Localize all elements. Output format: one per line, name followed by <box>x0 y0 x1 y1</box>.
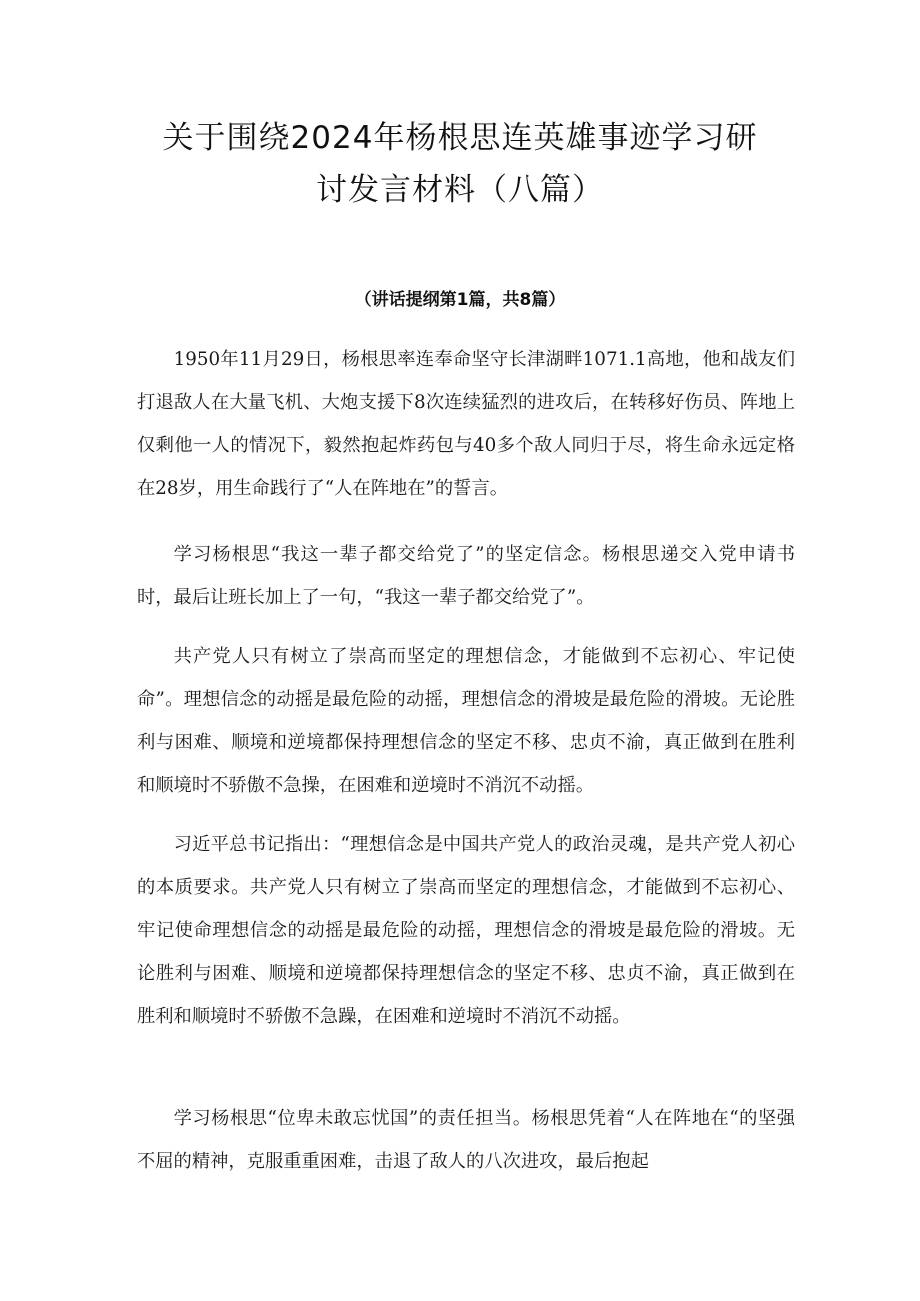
paragraph-3: 共产党人只有树立了崇高而坚定的理想信念，才能做到不忘初心、牢记使命”。理想信念的动摇是最危险的动摇，理想信念的滑坡是最危险的滑坡。无论胜利与困难、顺境和逆境都保持理想信念的坚定不移、忠贞不渝，真正做到在胜利和顺境时不骄傲不急操，在困难和逆境时不消沉不动摇。 <box>137 646 795 796</box>
paragraph-5: 学习杨根思“位卑未敢忘忧国”的责任担当。杨根思凭着“人在阵地在“的坚强不屈的精神，克服重重困难，击退了敌人的八次进攻，最后抱起 <box>137 1108 795 1172</box>
paragraph-1: 1950年11月29日，杨根思率连奉命坚守长津湖畔1071.1高地，他和战友们打退敌人在大量飞机、大炮支援下8次连续猛烈的进攻后，在转移好伤员、阵地上仅剩他一人的情况下，毅然抱起炸药包与40多个敌人同归于尽，将生命永远定格在28岁，用生命践行了“人在阵地在”的誓言。 <box>137 349 795 499</box>
paragraph-4: 习近平总书记指出：“理想信念是中国共产党人的政治灵魂，是共产党人初心的本质要求。共产党人只有树立了崇高而坚定的理想信念，才能做到不忘初心、牢记使命理想信念的动摇是最危险的动摇，理想信念的滑坡是最危险的滑坡。无论胜利与困难、顺境和逆境都保持理想信念的坚定不移、忠贞不渝，真正做到在胜利和顺境时不骄傲不急躁，在困难和逆境时不消沉不动摇。 <box>137 834 795 1027</box>
document-subtitle: （讲话提纲第1篇，共8篇） <box>354 290 566 310</box>
paragraph-2: 学习杨根思“我这一辈子都交给党了”的坚定信念。杨根思递交入党申请书时，最后让班长加上了一句，“我这一辈子都交给党了”。 <box>137 544 795 608</box>
document-title-line-1: 关于围绕2024年杨根思连英雄事迹学习研 <box>162 120 758 156</box>
document-title-line-2: 讨发言材料（八篇） <box>316 172 604 208</box>
